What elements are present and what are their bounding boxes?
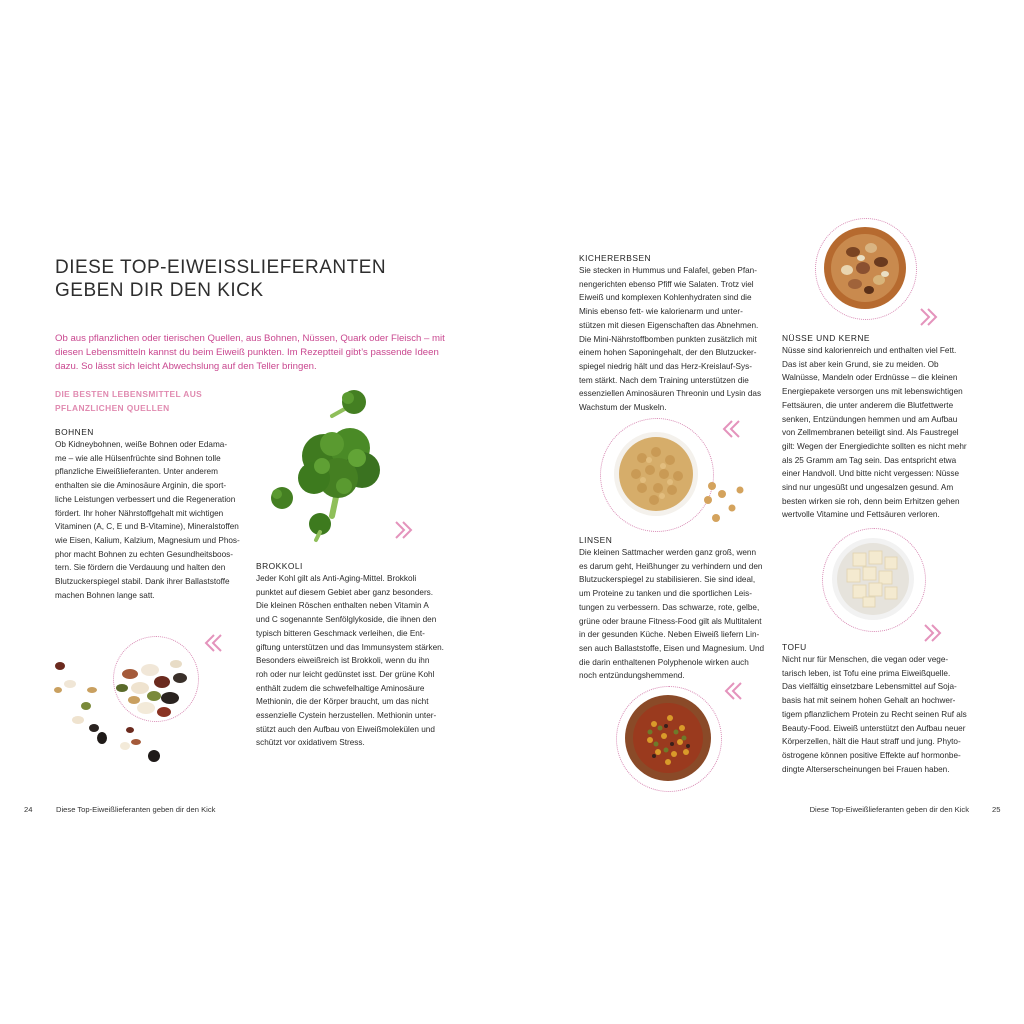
text-line: wertvolle Vitamine und Fettsäuren verloren.	[782, 510, 940, 520]
text-line: Beauty-Food. Eiweiß unterstützt den Aufbau neuer	[782, 723, 966, 733]
linsen-section	[579, 534, 764, 683]
text-line: me – wie alle Hülsenfrüchte sind Bohnen tolle	[55, 453, 221, 463]
text-line: Das vielfältig einsetzbare Lebensmittel auf Soja-	[782, 682, 957, 692]
chickpeas-image	[612, 430, 747, 525]
text-line: Methionin, die der Körper braucht, um das nicht	[256, 697, 429, 707]
text-line: Walnüsse, Mandeln oder Erdnüsse – die kleinen	[782, 373, 958, 383]
text-line: einem hohen Saponingehalt, der den Blutzucker-	[579, 348, 757, 358]
text-line: besten wirken sie roh, denn beim Erhitzen gehen	[782, 496, 960, 506]
text-line: Blutzuckerspiegel stabil. Dank ihrer Ballaststoffe	[55, 577, 230, 587]
text-line: Nüsse sind kalorienreich und enthalten viel Fett.	[782, 346, 957, 355]
text-line: giftung unterstützen und das Immunsystem stärken.	[256, 642, 444, 652]
text-line: Die kleinen Sattmacher werden ganz groß, wenn	[579, 548, 757, 557]
lentils-image	[624, 694, 712, 782]
text-line: Das ist aber kein Grund, sie zu meiden. Ob	[782, 359, 939, 369]
chevron-arrows-icon	[722, 680, 744, 702]
text-line: tern. Sie fördern die Verdauung und halten den	[55, 563, 226, 573]
text-line: Nicht nur für Menschen, die vegan oder vege-	[782, 655, 949, 664]
text-line: stützen mit diesen Eigenschaften das Abnehmen.	[579, 320, 759, 330]
linsen-text	[579, 546, 764, 683]
text-line: und C sogenannte Senfölglykoside, die ihnen den	[256, 615, 437, 625]
page-number-right: 25	[992, 805, 1001, 814]
nuesse-section	[782, 332, 967, 522]
text-line: senken, Entzündungen hemmen und am Aufbau	[782, 414, 958, 424]
text-line: Blutzuckerspiegel zu stabilisieren. Sie sind ideal,	[579, 575, 756, 585]
footer-right: Diese Top-Eiweißlieferanten geben dir den Kick	[809, 805, 969, 814]
text-line: grüne oder braune Fitness-Food gilt als Multitalent	[579, 616, 762, 626]
text-line: gilt: Wegen der Energiedichte sollten es nicht mehr	[782, 441, 967, 451]
text-line: die darin enthaltenen Polyphenole wirken auch	[579, 657, 749, 667]
nuesse-text	[782, 344, 967, 522]
text-line: als 25 Gramm am Tag sein. Das entspricht etwa	[782, 455, 957, 465]
kichererbsen-text	[579, 264, 761, 415]
text-line: Energiepakete versorgen uns mit lebenswichtigen	[782, 387, 963, 397]
subheading-line-1: DIE BESTEN LEBENSMITTEL AUS	[55, 389, 203, 399]
text-line: sen auch Ballaststoffe, Eisen und Magnesium. Und	[579, 643, 765, 653]
text-line: Sie stecken in Hummus und Falafel, geben Pfan-	[579, 266, 757, 275]
kichererbsen-section	[579, 252, 761, 415]
text-line: in der gesunden Küche. Neben Eiweiß liefern Lin-	[579, 630, 760, 640]
text-line: schützt vor oxidativem Stress.	[256, 738, 365, 748]
intro-text: Ob aus pflanzlichen oder tierischen Quellen, aus Bohnen, Nüssen, Quark oder Fleisch – mit diesen Lebensmitteln kannst du beim Eiweiß punkten. Im Rezeptteil gibt’s passende Ideen dazu. So lässt sich leicht Abwechslung auf den Teller bringen.	[55, 333, 445, 372]
text-line: spiegel niedrig hält und das Herz-Kreislauf-Sys-	[579, 361, 752, 371]
text-line: Besonders eiweißreich ist Brokkoli, wenn du ihn	[256, 656, 430, 666]
chevron-arrows-icon	[918, 306, 940, 328]
text-line: von Zellmembranen beteiligt sind. Als Faustregel	[782, 428, 959, 438]
text-line: essenzielle Cystein herzustellen. Methionin unter-	[256, 711, 437, 721]
footer-left: Diese Top-Eiweißlieferanten geben dir den Kick	[56, 805, 216, 814]
text-line: machen Bohnen lange satt.	[55, 590, 155, 600]
text-line: Die kleinen Röschen enthalten neben Vitamin A	[256, 601, 429, 611]
text-line: dingte Alterserscheinungen bei Frauen haben.	[782, 764, 950, 774]
text-line: fördert. Ihr hoher Nährstoffgehalt mit wichtigen	[55, 508, 224, 518]
text-line: punktet auf diesem Gebiet aber ganz besonders.	[256, 587, 434, 597]
nuts-image	[823, 226, 907, 310]
text-line: einer Handvoll. Und bitte nicht vergessen: Nüsse	[782, 469, 960, 479]
bohnen-heading: BOHNEN	[55, 427, 94, 437]
page-number-left: 24	[24, 805, 33, 814]
section-subheading	[55, 387, 202, 415]
page-title	[55, 256, 386, 302]
text-line: phor macht Bohnen zu echten Gesundheitsboos-	[55, 549, 233, 559]
text-line: östrogene können positive Effekte auf hormonbe-	[782, 750, 961, 760]
text-line: Ob Kidneybohnen, weiße Bohnen oder Edama-	[55, 440, 228, 449]
text-line: roh oder nur leicht gedünstet isst. Der grüne Kohl	[256, 669, 435, 679]
subheading-line-2: PFLANZLICHEN QUELLEN	[55, 403, 170, 413]
chevron-arrows-icon	[393, 519, 415, 541]
text-line: noch entzündungshemmend.	[579, 671, 685, 681]
title-line-1: DIESE TOP-EIWEISSLIEFERANTEN	[55, 257, 387, 278]
text-line: nengerichten ebenso Pfiff wie Salaten. Trotz viel	[579, 279, 754, 289]
text-line: tarisch leben, ist Tofu eine prima Eiweißquelle.	[782, 668, 951, 678]
linsen-heading: LINSEN	[579, 535, 613, 545]
text-line: wie Eisen, Kalium, Kalzium, Magnesium und Phos-	[55, 535, 240, 545]
text-line: pflanzliche Eiweißlieferanten. Unter anderem	[55, 467, 218, 477]
text-line: stützt auch den Aufbau von Eiweißmolekülen und	[256, 724, 435, 734]
title-line-2: GEBEN DIR DEN KICK	[55, 280, 264, 301]
text-line: Jeder Kohl gilt als Anti-Aging-Mittel. Brokkoli	[256, 574, 417, 583]
text-line: Eiweiß und komplexen Kohlenhydraten sind die	[579, 293, 752, 303]
brokkoli-heading: BROKKOLI	[256, 561, 303, 571]
brokkoli-section	[256, 560, 444, 750]
kichererbsen-heading: KICHERERBSEN	[579, 253, 652, 263]
tofu-section	[782, 641, 967, 776]
text-line: es darum geht, Heißhunger zu verhindern und den	[579, 561, 763, 571]
text-line: Vitaminen (A, C, E und B-Vitamine), Mineralstoffen	[55, 522, 239, 532]
tofu-heading: TOFU	[782, 642, 807, 652]
text-line: liche Leistungen verbessert und die Regeneration	[55, 494, 236, 504]
text-line: essenziellen Aminosäuren Threonin und Lysin das	[579, 389, 762, 399]
text-line: enthalten sie die Aminosäure Arginin, die sport-	[55, 481, 227, 491]
text-line: tem stärkt. Nach dem Training unterstützen die	[579, 375, 749, 385]
text-line: tungen zu verbessern. Das schwarze, rote, gelbe,	[579, 602, 760, 612]
text-line: typisch bitteren Geschmack verleihen, die Ent-	[256, 628, 425, 638]
bohnen-text	[55, 438, 240, 602]
text-line: Die Mini-Nährstoffbomben punkten zusätzlich mit	[579, 334, 757, 344]
text-line: basis hat mit seinem hohen Gehalt an hochwer-	[782, 696, 956, 706]
brokkoli-text	[256, 572, 444, 750]
text-line: Körperzellen, hält die Haut straff und jung. Phyto-	[782, 737, 961, 747]
text-line: Fettsäuren, die unter anderem die Blutfettwerte	[782, 400, 954, 410]
text-line: sind nur ungesüßt und ungesalzen gesund. Am	[782, 483, 954, 493]
bohnen-section	[55, 426, 240, 602]
text-line: um Proteine zu tanken und die sportlichen Leis-	[579, 589, 752, 599]
broccoli-image	[262, 386, 402, 546]
text-line: enthält zudem die schwefelhaltige Aminosäure	[256, 683, 425, 693]
nuesse-heading: NÜSSE UND KERNE	[782, 333, 871, 343]
text-line: Minis ebenso fett- wie kalorienarm und unter-	[579, 307, 743, 317]
text-line: tigem pflanzlichem Protein zu Recht seinen Ruf als	[782, 709, 967, 719]
tofu-image	[831, 537, 915, 621]
beans-image	[50, 630, 210, 770]
text-line: Wachstum der Muskeln.	[579, 403, 667, 413]
tofu-text	[782, 653, 967, 776]
